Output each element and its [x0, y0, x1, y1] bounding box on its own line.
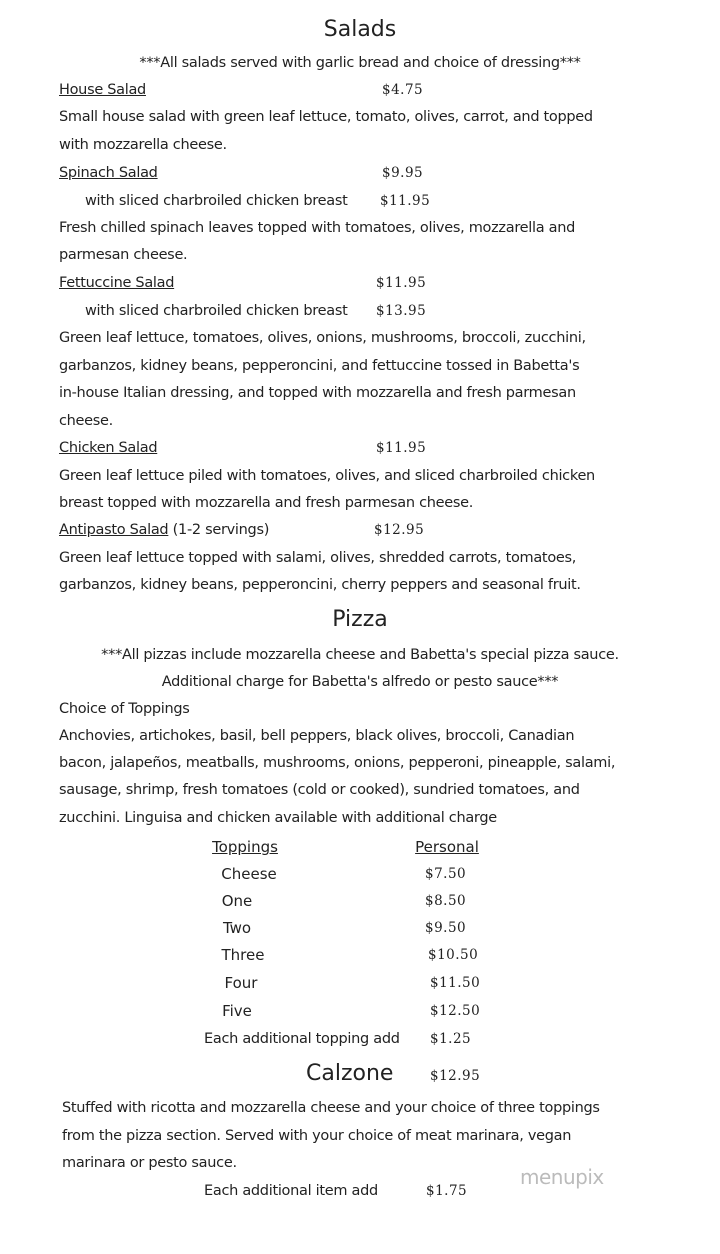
item-desc: breast topped with mozzarella and fresh parmesan cheese.	[59, 495, 474, 511]
table-cell: $9.50	[425, 920, 467, 936]
table-cell: Five	[222, 1002, 252, 1020]
toppings-list: bacon, jalapeños, meatballs, mushrooms, onions, pepperoni, pineapple, salami,	[59, 755, 616, 771]
item-name: Spinach Salad	[59, 165, 158, 181]
table-cell: $10.50	[428, 947, 479, 963]
toppings-title: Choice of Toppings	[59, 701, 190, 717]
item-addon: with sliced charbroiled chicken breast	[85, 193, 348, 209]
item-price: $11.95	[376, 275, 427, 291]
extra-topping-price: $1.25	[430, 1031, 472, 1047]
toppings-list: sausage, shrimp, fresh tomatoes (cold or cooked), sundried tomatoes, and	[59, 782, 580, 798]
table-cell: Cheese	[221, 865, 277, 883]
item-addon: with sliced charbroiled chicken breast	[85, 303, 348, 319]
item-desc: Fresh chilled spinach leaves topped with tomatoes, olives, mozzarella and	[59, 220, 576, 236]
table-cell: $11.50	[430, 975, 481, 991]
item-desc: with mozzarella cheese.	[59, 137, 227, 153]
item-name: House Salad	[59, 82, 146, 98]
calzone-extra-price: $1.75	[426, 1183, 468, 1199]
calzone-title: Calzone	[306, 1061, 394, 1086]
item-name: Fettuccine Salad	[59, 275, 175, 291]
item-desc: Green leaf lettuce topped with salami, olives, shredded carrots, tomatoes,	[59, 550, 577, 566]
item-desc: Green leaf lettuce, tomatoes, olives, onions, mushrooms, broccoli, zucchini,	[59, 330, 586, 346]
item-desc: cheese.	[59, 413, 113, 429]
item-desc: garbanzos, kidney beans, pepperoncini, cherry peppers and seasonal fruit.	[59, 577, 581, 593]
item-desc: Green leaf lettuce piled with tomatoes, olives, and sliced charbroiled chicken	[59, 468, 595, 484]
item-name: Chicken Salad	[59, 440, 158, 456]
item-price: $11.95	[376, 440, 427, 456]
table-header: Toppings	[212, 838, 278, 856]
toppings-list: zucchini. Linguisa and chicken available with additional charge	[59, 810, 497, 826]
table-header: Personal	[415, 838, 479, 856]
extra-topping-label: Each additional topping add	[204, 1031, 400, 1047]
item-desc: parmesan cheese.	[59, 247, 188, 263]
item-desc: garbanzos, kidney beans, pepperoncini, and fettuccine tossed in Babetta's	[59, 358, 580, 374]
addon-price: $11.95	[380, 193, 431, 209]
salads-title: Salads	[323, 17, 397, 42]
salads-note: ***All salads served with garlic bread and choice of dressing***	[139, 55, 581, 71]
toppings-list: Anchovies, artichokes, basil, bell peppers, black olives, broccoli, Canadian	[59, 728, 575, 744]
table-cell: $8.50	[425, 893, 467, 909]
table-cell: $7.50	[425, 866, 467, 882]
calzone-extra-label: Each additional item add	[204, 1183, 378, 1199]
calzone-desc: Stuffed with ricotta and mozzarella cheese and your choice of three toppings	[62, 1100, 600, 1116]
item-price: $4.75	[382, 82, 424, 98]
table-cell: Four	[224, 974, 258, 992]
calzone-desc: from the pizza section. Served with your choice of meat marinara, vegan	[62, 1128, 572, 1144]
watermark: menupix	[520, 1165, 604, 1189]
item-desc: in-house Italian dressing, and topped with mozzarella and fresh parmesan	[59, 385, 576, 401]
calzone-desc: marinara or pesto sauce.	[62, 1155, 237, 1171]
table-cell: $12.50	[430, 1003, 481, 1019]
calzone-price: $12.95	[430, 1068, 481, 1084]
item-name-row	[59, 520, 269, 540]
table-cell: One	[221, 892, 253, 910]
pizza-title: Pizza	[332, 607, 388, 632]
addon-price: $13.95	[376, 303, 427, 319]
item-name: Antipasto Salad	[59, 522, 169, 538]
item-price: $9.95	[382, 165, 424, 181]
table-cell: Two	[222, 919, 252, 937]
item-note: (1-2 servings)	[172, 522, 270, 538]
item-price: $12.95	[374, 522, 425, 538]
pizza-note: ***All pizzas include mozzarella cheese and Babetta's special pizza sauce.	[101, 647, 619, 663]
item-desc: Small house salad with green leaf lettuce, tomato, olives, carrot, and topped	[59, 109, 593, 125]
pizza-note: Additional charge for Babetta's alfredo or pesto sauce***	[161, 674, 559, 690]
table-cell: Three	[221, 946, 265, 964]
